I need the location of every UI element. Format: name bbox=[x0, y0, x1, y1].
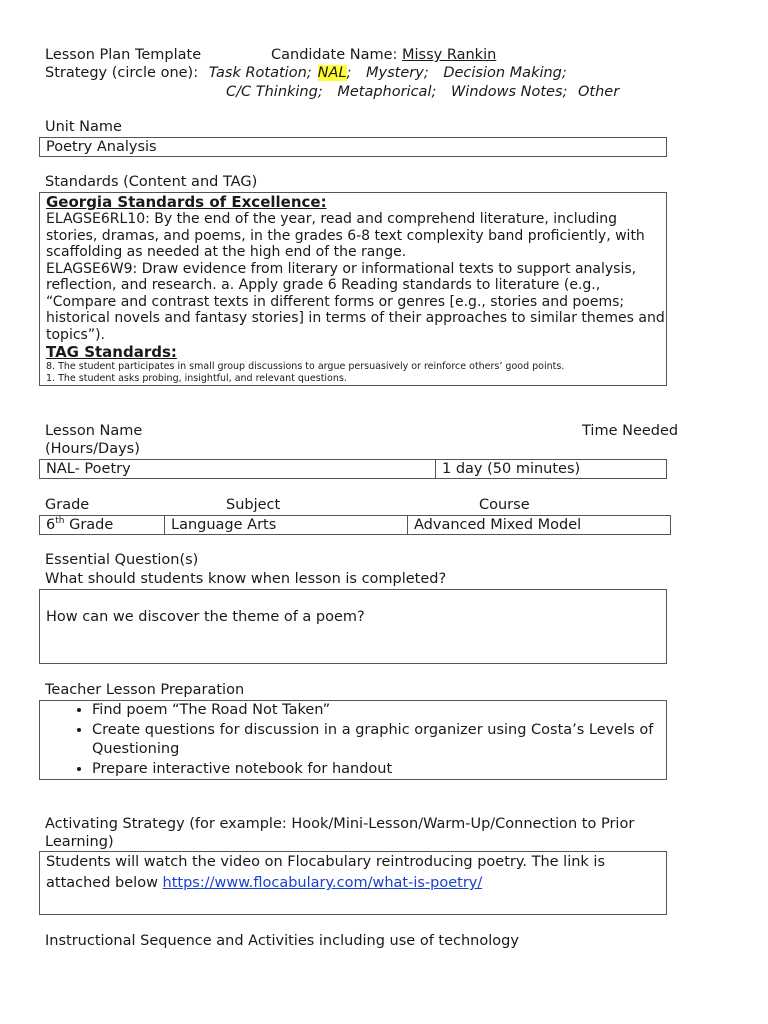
strategy-nal: NAL bbox=[317, 65, 347, 81]
tag-standard-8: 8. The student participates in small group discussions to argue persuasively or reinforce others’ good points. bbox=[46, 361, 565, 372]
activating-strategy-box bbox=[39, 851, 667, 915]
candidate-name bbox=[271, 46, 496, 65]
grade-word: Grade bbox=[69, 517, 114, 533]
tag-standard-1: 1. The student asks probing, insightful, and relevant questions. bbox=[46, 372, 347, 384]
attached-below-text: attached below bbox=[46, 875, 158, 891]
time-needed-label: Time Needed bbox=[582, 423, 679, 439]
tag-standards-heading: TAG Standards: bbox=[46, 343, 177, 361]
essential-question-answer: How can we discover the theme of a poem? bbox=[46, 609, 365, 625]
teacher-preparation-label: Teacher Lesson Preparation bbox=[45, 682, 245, 698]
lesson-name-cell bbox=[40, 460, 436, 478]
subject-value: Language Arts bbox=[171, 517, 277, 533]
strategy-label: Strategy (circle one): bbox=[45, 65, 199, 81]
unit-name-field bbox=[39, 137, 667, 157]
strategy-cc-thinking: C/C Thinking; bbox=[226, 84, 323, 100]
strategy-task-rotation: Task Rotation; bbox=[208, 65, 312, 81]
subject-cell bbox=[165, 516, 408, 534]
lesson-row bbox=[39, 459, 667, 479]
essential-question-prompt: What should students know when lesson is completed? bbox=[45, 571, 447, 587]
lesson-name-value: NAL- Poetry bbox=[46, 461, 131, 477]
list-item: • Create questions for discussion in a graphic organizer using Costa’s Levels of Questioning bbox=[92, 721, 666, 760]
strategy-other: Other bbox=[578, 84, 620, 100]
standard-elagse6rl10: ELAGSE6RL10: By the end of the year, read and comprehend literature, including stories, dramas, and poems, in the grades 6-8 text complexity band proficiently, with scaffolding as needed at the high end of the range. bbox=[46, 211, 645, 260]
grade-suffix: th bbox=[55, 516, 65, 527]
unit-name-value: Poetry Analysis bbox=[46, 139, 157, 155]
strategy-line-1 bbox=[45, 64, 567, 83]
course-cell bbox=[408, 516, 670, 534]
strategy-windows-notes: Windows Notes; bbox=[450, 84, 568, 100]
activating-strategy-text-2 bbox=[46, 873, 666, 894]
strategy-line-2 bbox=[226, 83, 619, 102]
time-needed-value: 1 day (50 minutes) bbox=[442, 461, 581, 477]
list-item: • Prepare interactive notebook for handout bbox=[92, 760, 666, 780]
instructional-sequence-label: Instructional Sequence and Activities including use of technology bbox=[45, 933, 519, 949]
grade-label: Grade bbox=[45, 497, 90, 513]
unit-name-label: Unit Name bbox=[45, 119, 122, 135]
essential-question-box bbox=[39, 589, 667, 664]
preparation-list bbox=[40, 701, 666, 779]
activating-strategy-text: Students will watch the video on Flocabulary reintroducing poetry. The link is bbox=[46, 854, 606, 870]
standards-box bbox=[39, 192, 667, 386]
activating-strategy-label-1: Activating Strategy (for example: Hook/Mini-Lesson/Warm-Up/Connection to Prior bbox=[45, 816, 635, 832]
grade-row bbox=[39, 515, 671, 535]
georgia-standards-heading: Georgia Standards of Excellence: bbox=[46, 193, 327, 211]
strategy-mystery: Mystery; bbox=[366, 65, 429, 81]
standard-elagse6w9: ELAGSE6W9: Draw evidence from literary or informational texts to support analysis, reflection, and research. a. Apply grade 6 Reading standards to literature (e.g., “Compare and contrast texts in different forms or genres [e.g., stories and poems; historical novels and fantasy stories] in terms of their approaches to similar themes and topics”). bbox=[46, 260, 665, 343]
activating-strategy-label-2: Learning) bbox=[45, 834, 114, 850]
flocabulary-link[interactable]: https://www.flocabulary.com/what-is-poetry/ bbox=[162, 875, 483, 891]
hours-days-label: (Hours/Days) bbox=[45, 441, 140, 457]
strategy-decision-making: Decision Making; bbox=[443, 65, 567, 81]
strategy-nal-sep: ; bbox=[346, 65, 352, 81]
template-title: Lesson Plan Template bbox=[45, 47, 202, 63]
list-item: • Find poem “The Road Not Taken” bbox=[92, 701, 666, 721]
candidate-label: Candidate Name: bbox=[271, 47, 398, 63]
strategy-metaphorical: Metaphorical; bbox=[337, 84, 437, 100]
standards-label: Standards (Content and TAG) bbox=[45, 174, 258, 190]
subject-label: Subject bbox=[226, 497, 281, 513]
essential-question-label: Essential Question(s) bbox=[45, 552, 199, 568]
grade-number: 6 bbox=[46, 517, 56, 533]
teacher-preparation-box bbox=[39, 700, 667, 780]
time-needed-cell bbox=[436, 460, 666, 478]
candidate-name-value: Missy Rankin bbox=[402, 47, 497, 63]
course-value: Advanced Mixed Model bbox=[414, 517, 582, 533]
grade-cell bbox=[40, 516, 165, 534]
lesson-name-label: Lesson Name bbox=[45, 423, 143, 439]
course-label: Course bbox=[479, 497, 530, 513]
